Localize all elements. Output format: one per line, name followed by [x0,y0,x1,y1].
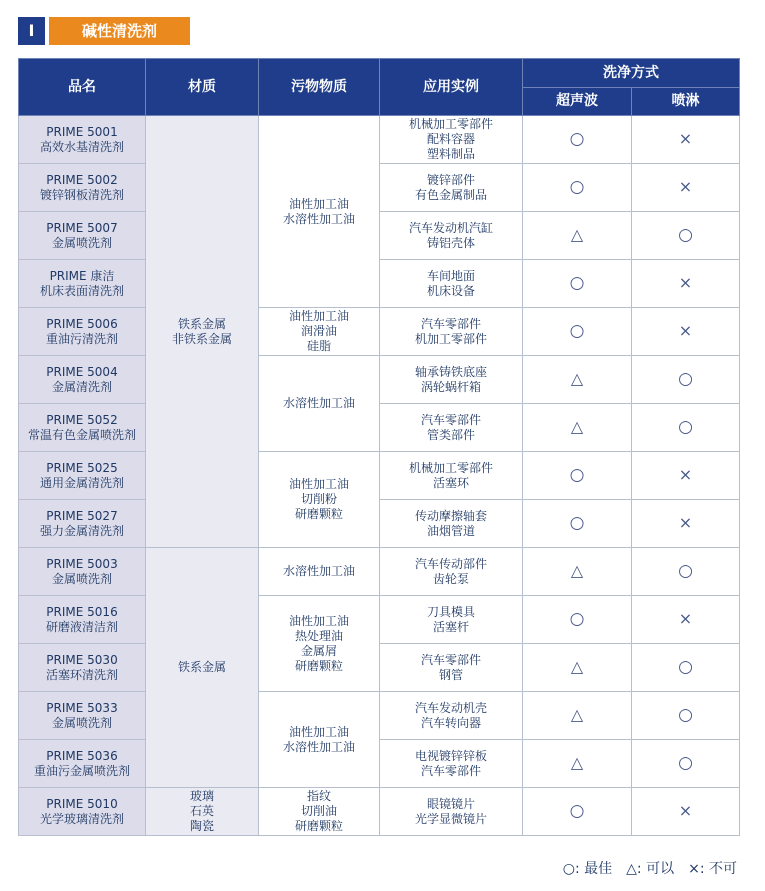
dirt-line: 油性加工油 [288,309,349,323]
application-cell [380,596,523,644]
spray-rating-symbol: ○ [678,752,693,773]
material-line: 铁系金属 [177,660,226,674]
application-line: 齿轮泵 [432,571,469,586]
product-description: 金属喷洗剂 [51,571,112,586]
header-name: 品名 [19,59,146,116]
application-cell [380,212,523,260]
ultrasonic-rating-symbol: △ [570,225,584,244]
spray-rating-symbol: × [678,321,693,340]
application-line: 活塞环 [432,475,469,490]
application-cell [380,308,523,356]
table-row [19,404,740,452]
dirt-line: 金属屑 [300,643,337,658]
ultrasonic-rating-symbol: ○ [569,464,585,485]
ultrasonic-rating-cell [523,116,632,164]
application-line: 刀具模具 [426,604,475,619]
dirt-line: 切削粉 [300,492,337,506]
product-name-cell [19,116,146,164]
product-code: PRIME 5007 [46,220,118,235]
spray-rating-symbol: × [678,801,693,820]
product-description: 光学玻璃清洗剂 [39,811,124,826]
application-cell [380,260,523,308]
product-name-cell [19,644,146,692]
section-header [18,17,190,45]
spray-rating-cell [632,548,740,596]
application-line: 光学显微镜片 [414,811,487,826]
product-name-cell [19,212,146,260]
product-description: 镀锌钢板清洗剂 [39,187,124,202]
application-line: 机械加工零部件 [408,117,493,131]
dirt-line: 油性加工油 [288,196,349,211]
application-line: 汽车发动机壳 [414,700,487,715]
product-name-cell [19,260,146,308]
ultrasonic-rating-cell [523,596,632,644]
spray-rating-cell [632,788,740,836]
product-name-cell [19,452,146,500]
product-code: PRIME 康洁 [49,268,115,283]
application-line: 汽车零部件 [420,316,481,331]
ultrasonic-rating-symbol: △ [570,369,584,388]
ultrasonic-rating-cell [523,164,632,212]
product-code: PRIME 5027 [46,508,118,523]
product-name-cell [19,548,146,596]
legend-best: ○: 最佳 [562,861,613,877]
application-cell [380,788,523,836]
section-title: 碱性清洗剂 [49,17,190,45]
spray-rating-symbol: × [678,465,693,484]
application-cell [380,164,523,212]
product-code: PRIME 5052 [46,412,118,427]
ultrasonic-rating-symbol: ○ [569,608,585,629]
header-application: 应用实例 [380,59,523,116]
spray-rating-cell [632,644,740,692]
material-line: 石英 [189,804,214,818]
product-name-cell [19,692,146,740]
dirt-line: 研磨颗粒 [294,658,343,673]
application-line: 轴承铸铁底座 [414,364,487,379]
product-code: PRIME 5033 [46,700,118,715]
application-cell [380,452,523,500]
product-name-cell [19,788,146,836]
product-code: PRIME 5002 [46,172,118,187]
application-cell [380,500,523,548]
spray-rating-symbol: × [678,513,693,532]
dirt-cell [259,116,380,308]
dirt-cell [259,356,380,452]
header-material: 材质 [146,59,259,116]
dirt-line: 水溶性加工油 [282,396,355,410]
product-code: PRIME 5036 [46,748,118,763]
spray-rating-symbol: ○ [678,560,693,581]
ultrasonic-rating-symbol: ○ [569,272,585,293]
application-line: 传动摩擦轴套 [414,508,487,523]
table-row [19,452,740,500]
ultrasonic-rating-symbol: △ [570,753,584,772]
product-name-cell [19,356,146,404]
application-cell [380,692,523,740]
dirt-line: 油性加工油 [288,724,349,739]
application-cell [380,356,523,404]
application-line: 车间地面 [426,268,475,283]
ultrasonic-rating-cell [523,260,632,308]
dirt-line: 油性加工油 [288,613,349,628]
material-cell [146,788,259,836]
application-line: 铸铝壳体 [426,235,475,250]
product-description: 强力金属清洗剂 [39,523,124,538]
product-code: PRIME 5030 [46,652,118,667]
product-name-cell [19,164,146,212]
ultrasonic-rating-cell [523,356,632,404]
application-line: 汽车零部件 [420,652,481,667]
spray-rating-symbol: × [678,129,693,148]
dirt-line: 硅脂 [306,339,331,353]
spray-rating-symbol: × [678,177,693,196]
product-name-cell [19,740,146,788]
ultrasonic-rating-cell [523,308,632,356]
application-line: 电视镀锌锌板 [414,748,487,763]
application-line: 汽车发动机汽缸 [408,220,493,235]
spray-rating-cell [632,404,740,452]
material-cell [146,548,259,788]
application-line: 管类部件 [426,427,475,442]
product-code: PRIME 5025 [46,460,118,475]
spray-rating-symbol: ○ [678,704,693,725]
dirt-line: 水溶性加工油 [282,739,355,754]
product-name-cell [19,500,146,548]
dirt-line: 水溶性加工油 [282,211,355,226]
spray-rating-cell [632,212,740,260]
spray-rating-cell [632,692,740,740]
product-description: 金属喷洗剂 [51,715,112,730]
application-line: 汽车传动部件 [414,556,487,571]
dirt-cell [259,452,380,548]
spray-rating-cell [632,116,740,164]
application-line: 汽车零部件 [420,412,481,427]
table-row [19,164,740,212]
ultrasonic-rating-cell [523,740,632,788]
section-number: I [18,17,45,45]
header-spray: 喷淋 [632,88,740,116]
ultrasonic-rating-symbol: ○ [569,176,585,197]
dirt-line: 研磨颗粒 [294,819,343,833]
dirt-line: 指纹 [306,789,331,803]
spray-rating-cell [632,452,740,500]
product-code: PRIME 5010 [46,796,118,811]
spray-rating-symbol: ○ [678,368,693,389]
application-line: 活塞杆 [432,619,469,634]
ultrasonic-rating-symbol: ○ [569,800,585,821]
table-row [19,740,740,788]
spray-rating-cell [632,596,740,644]
table-row [19,356,740,404]
application-cell [380,548,523,596]
application-line: 机加工零部件 [414,331,487,346]
spray-rating-cell [632,356,740,404]
ultrasonic-rating-symbol: △ [570,705,584,724]
table-row [19,212,740,260]
dirt-line: 润滑油 [300,324,337,338]
header-ultrasonic: 超声波 [523,88,632,116]
ultrasonic-rating-cell [523,644,632,692]
table-row [19,692,740,740]
application-cell [380,644,523,692]
application-line: 塑料制品 [426,147,475,161]
ultrasonic-rating-cell [523,212,632,260]
product-code: PRIME 5016 [46,604,118,619]
spray-rating-symbol: ○ [678,224,693,245]
ultrasonic-rating-symbol: △ [570,561,584,580]
application-line: 汽车零部件 [420,763,481,778]
spray-rating-symbol: ○ [678,656,693,677]
table-body [19,116,740,836]
dirt-line: 热处理油 [294,628,343,643]
product-description: 活塞环清洗剂 [45,667,118,682]
application-line: 眼镜镜片 [426,796,475,811]
application-line: 汽车转向器 [420,715,481,730]
product-code: PRIME 5006 [46,316,118,331]
material-cell [146,116,259,548]
product-code: PRIME 5004 [46,364,118,379]
material-line: 玻璃 [189,789,214,803]
ultrasonic-rating-cell [523,404,632,452]
application-cell [380,404,523,452]
legend-acceptable: △: 可以 [626,861,675,877]
application-line: 机械加工零部件 [408,460,493,475]
application-cell [380,116,523,164]
product-description: 重油污金属喷洗剂 [33,763,130,778]
application-line: 机床设备 [426,283,475,298]
ultrasonic-rating-cell [523,452,632,500]
ultrasonic-rating-cell [523,788,632,836]
ultrasonic-rating-symbol: △ [570,417,584,436]
product-name-cell [19,404,146,452]
ultrasonic-rating-symbol: ○ [569,128,585,149]
ultrasonic-rating-cell [523,692,632,740]
header-dirt: 污物物质 [259,59,380,116]
product-table [18,58,740,836]
ultrasonic-rating-symbol: △ [570,657,584,676]
spray-rating-symbol: × [678,273,693,292]
spray-rating-symbol: × [678,609,693,628]
ultrasonic-rating-symbol: ○ [569,512,585,533]
material-line: 非铁系金属 [171,331,232,346]
table-row [19,308,740,356]
spray-rating-cell [632,740,740,788]
spray-rating-cell [632,500,740,548]
ultrasonic-rating-symbol: ○ [569,320,585,341]
dirt-cell [259,548,380,596]
spray-rating-cell [632,308,740,356]
table-row [19,548,740,596]
material-line: 铁系金属 [177,316,226,331]
table-row [19,260,740,308]
dirt-cell [259,308,380,356]
spray-rating-cell [632,164,740,212]
product-description: 金属清洗剂 [51,379,112,394]
product-description: 机床表面清洗剂 [39,283,124,298]
product-description: 高效水基清洗剂 [39,139,124,154]
dirt-line: 油性加工油 [288,477,349,491]
product-code: PRIME 5001 [46,124,118,139]
product-description: 金属喷洗剂 [51,235,112,250]
table-row [19,596,740,644]
dirt-cell [259,788,380,836]
header-cleaning-method: 洗净方式 [523,59,740,88]
product-description: 重油污清洗剂 [45,331,118,346]
application-cell [380,740,523,788]
ultrasonic-rating-cell [523,548,632,596]
application-line: 油烟管道 [426,523,475,538]
spray-rating-symbol: ○ [678,416,693,437]
dirt-cell [259,596,380,692]
dirt-line: 水溶性加工油 [282,564,355,578]
application-line: 配料容器 [426,132,475,146]
ultrasonic-rating-cell [523,500,632,548]
application-line: 钢管 [438,667,463,682]
spray-rating-cell [632,260,740,308]
product-code: PRIME 5003 [46,556,118,571]
dirt-line: 切削油 [300,804,337,818]
table-row [19,644,740,692]
legend-not-allowed: ×: 不可 [688,861,737,877]
legend [563,858,737,878]
product-name-cell [19,596,146,644]
table-row [19,116,740,164]
material-line: 陶瓷 [189,819,214,833]
application-line: 涡轮蜗杆箱 [420,379,481,394]
application-line: 有色金属制品 [414,187,487,202]
table-row [19,788,740,836]
dirt-line: 研磨颗粒 [294,507,343,521]
product-description: 研磨液清洁剂 [45,619,118,634]
table-row [19,500,740,548]
dirt-cell [259,692,380,788]
product-description: 常温有色金属喷洗剂 [27,427,136,442]
application-line: 镀锌部件 [426,172,475,187]
product-name-cell [19,308,146,356]
product-description: 通用金属清洗剂 [39,475,124,490]
